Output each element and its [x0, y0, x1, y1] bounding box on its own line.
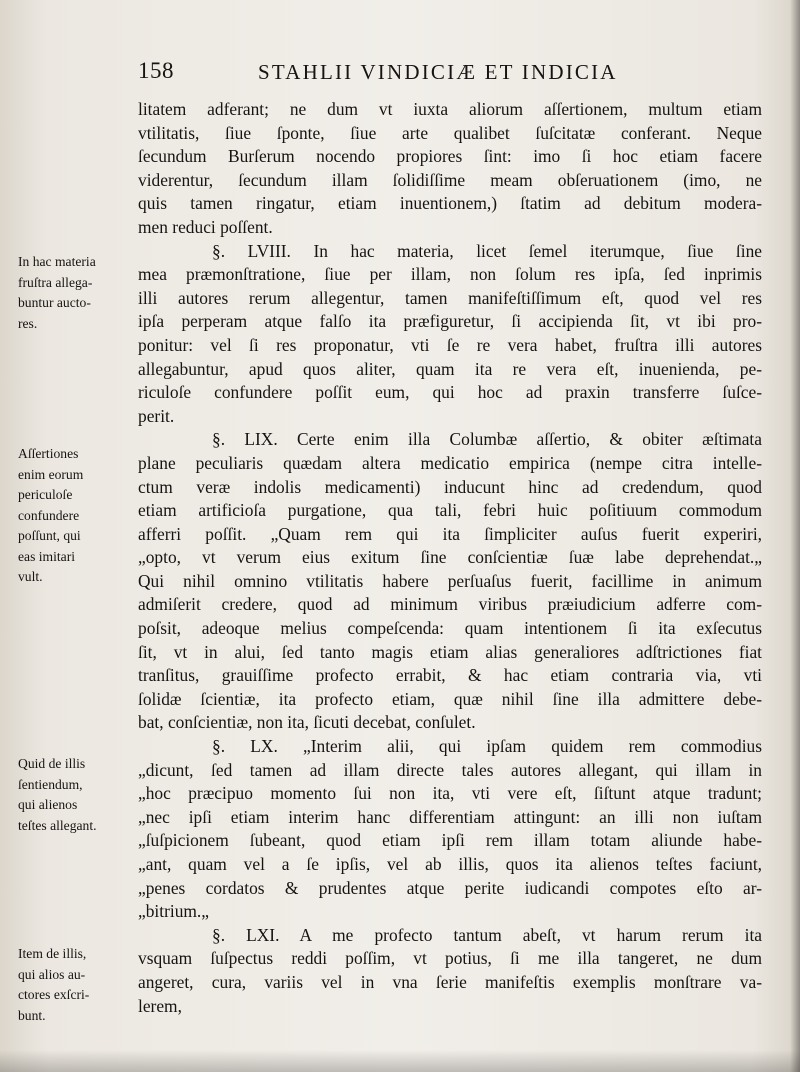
page-bottom-edge — [0, 1050, 800, 1072]
text-line: perit. — [138, 405, 175, 426]
text-line: etiam artificioſa purgatione, qua tali, febri huic poſitiuum commodum — [138, 500, 762, 521]
text-line: Qui nihil omnino vtilitatis habere perſuaſus fuerit, facillime in animum — [138, 570, 762, 591]
binding-shadow — [790, 0, 800, 1072]
text-line: tranſitus, grauiſſime profecto errabit, & hac etiam contraria via, vti — [138, 665, 762, 686]
text-line: „ſuſpicionem ſubeant, quod etiam ipſi rem illam totam aliunde habe- — [138, 830, 762, 851]
margin-note-line: qui alienos — [18, 797, 78, 812]
main-text-column — [138, 98, 762, 1018]
margin-note-line: Aſſertiones — [18, 446, 79, 461]
text-line: „nec ipſi etiam interim hanc differentiam attingunt: an illi non iuſtam — [138, 806, 762, 827]
margin-note-line: Quid de illis — [18, 756, 86, 771]
margin-note-line: Item de illis, — [18, 946, 87, 961]
text-line: ſecundum Burſerum nocendo propiores ſint: imo ſi hoc etiam facere — [138, 146, 762, 167]
margin-note-line: ſentiendum, — [18, 776, 83, 792]
page-header — [0, 56, 800, 90]
text-line: ipſa perperam atque falſo ita præfiguretur, ſi accipienda ſit, vt ibi pro- — [138, 311, 762, 332]
text-line: „opto, vt verum eius exitum ſine conſcientiæ ſuæ labe deprehendat.„ — [138, 547, 762, 568]
text-line: men reduci poſſent. — [138, 216, 273, 237]
text-line: quis tamen ringatur, etiam inuentionem,) ſtatim ad debitum modera- — [138, 193, 762, 214]
text-line: §. LVIII. In hac materia, licet ſemel iterumque, ſiue ſine — [212, 240, 762, 261]
text-line: §. LXI. A me profecto tantum abeſt, vt harum rerum ita — [212, 924, 762, 945]
margin-note-line: In hac materia — [18, 254, 96, 269]
text-line: §. LX. „Interim alii, qui ipſam quidem rem commodius — [212, 736, 762, 757]
text-line: lerem, — [138, 995, 182, 1016]
text-line: admiſerit credere, quod ad minimum viribus præiudicium adferre com- — [138, 594, 762, 615]
running-head: STAHLII VINDICIÆ ET INDICIA — [258, 60, 618, 84]
text-line: „penes cordatos & prudentes atque perite iudicandi compotes eſto ar- — [138, 877, 762, 898]
text-line: §. LIX. Certe enim illa Columbæ aſſertio, & obiter æſtimata — [212, 429, 762, 450]
margin-note-line: confundere — [18, 507, 80, 523]
text-line: mea præmonſtratione, ſiue per illam, non ſolum res ipſa, ſed inprimis — [138, 264, 762, 285]
text-line: „dicunt, ſed tamen ad illam directe tales autores allegant, qui illam in — [138, 759, 762, 780]
text-line: viderentur, ſecundum illam ſolidiſſime meam obſeruationem (imo, ne — [138, 169, 762, 190]
text-line: riculoſe confundere poſſit eum, qui hoc ad praxin transferre ſuſce- — [138, 382, 762, 403]
margin-note-line: enim eorum — [18, 466, 84, 482]
margin-note-line: bunt. — [18, 1007, 46, 1023]
margin-note-line: vult. — [18, 569, 43, 584]
text-line: litatem adferant; ne dum vt iuxta aliorum aſſertionem, multum etiam — [138, 99, 762, 119]
margin-note-line: periculoſe — [18, 487, 73, 502]
text-line: ctum veræ indolis medicamenti) inducunt hinc ad credendum, quod — [138, 476, 762, 497]
margin-note — [18, 754, 134, 836]
text-line: afferri poſſit. „Quam rem qui ita ſimpliciter auſus fuerit experiri, — [138, 523, 762, 544]
margin-note-line: res. — [18, 315, 38, 331]
margin-note-line: fruſtra allega- — [18, 274, 93, 290]
margin-note-line: teſtes allegant. — [18, 817, 97, 833]
text-line: plane peculiaris quædam altera medicatio empirica (nempe citra intelle- — [138, 452, 762, 473]
margin-note-line: poſſunt, qui — [18, 528, 81, 543]
margin-note-line: ctores exſcri- — [18, 987, 90, 1002]
text-line: vsquam ſuſpectus reddi poſſim, vt potius, ſi me illa tangeret, ne dum — [138, 948, 762, 969]
margin-note — [18, 444, 134, 588]
text-line: ſolidæ ſcientiæ, ita profecto etiam, quæ nihil ſine illa admittere debe- — [138, 688, 762, 709]
text-line: ſit, vt in alui, ſed tanto magis etiam alias generaliores adſtrictiones fiat — [138, 641, 762, 662]
text-line: „hoc præcipuo momento ſui non ita, vti vere eſt, ſiſtunt atque tradunt; — [138, 783, 762, 804]
text-line: vtilitatis, ſiue ſponte, ſiue arte qualibet ſuſcitatæ conferant. Neque — [138, 122, 762, 143]
text-line: „bitrium.„ — [138, 901, 209, 922]
margin-note — [18, 944, 134, 1026]
text-line: poſsit, adeoque melius compeſcenda: quam intentionem ſi ita exſecutus — [138, 618, 762, 639]
page-number: 158 — [138, 58, 174, 83]
text-line: „ant, quam vel a ſe ipſis, vel ab illis, quos ita alienos teſtes faciunt, — [138, 854, 762, 874]
margin-note-line: eas imitari — [18, 548, 75, 564]
text-line: ponitur: vel ſi res proponatur, vti ſe re vera habet, fruſtra illi autores — [138, 334, 762, 355]
margin-note-line: buntur aucto- — [18, 295, 91, 310]
text-line: angeret, cura, variis vel in vna ſerie manifeſtis exemplis monſtrare va- — [138, 971, 762, 992]
text-line: illi autores rerum allegentur, tamen manifeſtiſſimum eſt, quod vel res — [138, 287, 762, 308]
text-line: bat, conſcientiæ, non ita, ſicuti decebat, conſulet. — [138, 712, 476, 733]
margin-note-line: qui alios au- — [18, 966, 86, 982]
text-line: allegabuntur, apud quos aliter, quam ita re vera eſt, inuenienda, pe- — [138, 358, 762, 379]
margin-note — [18, 252, 134, 334]
